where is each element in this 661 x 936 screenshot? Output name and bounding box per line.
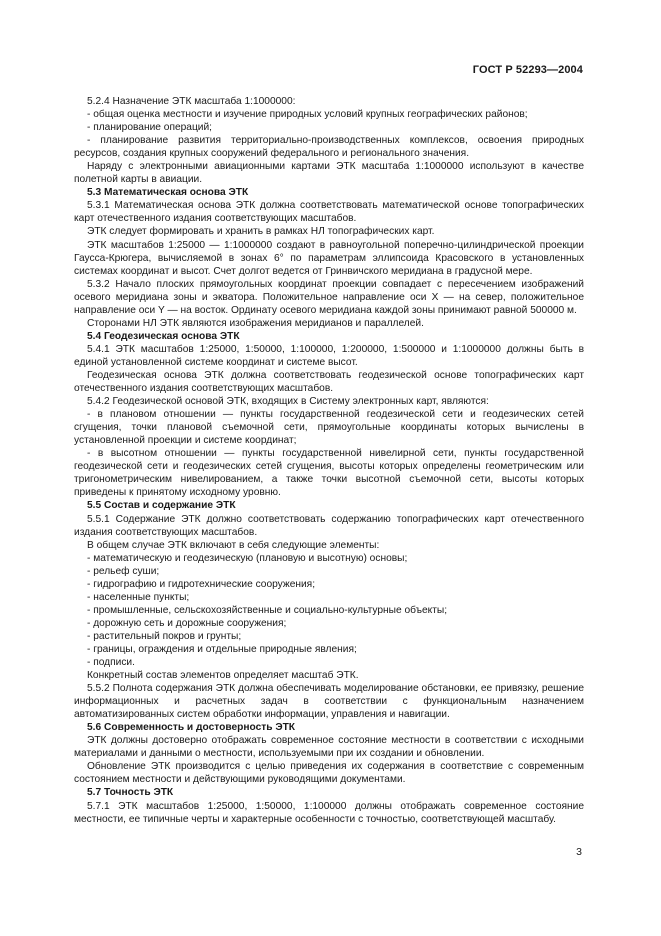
- paragraph: - в плановом отношении — пункты государственной геодезической сети и геодезических сетей сгущения, точки плановой съемочной сети, прямоугольные координаты которых вычислены в установленной проекции и системе координат;: [74, 409, 584, 447]
- list-item: - математическую и геодезическую (плановую и высотную) основы;: [87, 552, 408, 564]
- paragraph: - в высотном отношении — пункты государственной нивелирной сети, пункты государственной геодезической сети и геодезических сетей сгущения, высоты которых определены геометрическим или тригонометрическим нивелированием, а также точки высотной съемочной сети, высоты которых приведены к принятому исходному уровню.: [74, 448, 584, 499]
- list-item: - рельеф суши;: [87, 565, 160, 577]
- list-item: - населенные пункты;: [87, 591, 190, 603]
- paragraph: 5.4.2 Геодезической основой ЭТК, входящих в Систему электронных карт, являются:: [87, 396, 489, 408]
- list-item: - планирование операций;: [87, 122, 213, 134]
- list-item: - границы, ограждения и отдельные природные явления;: [87, 643, 357, 655]
- list-item: - дорожную сеть и дорожные сооружения;: [87, 617, 287, 629]
- paragraph: 5.5.2 Полнота содержания ЭТК должна обеспечивать моделирование обстановки, ее привязку, решение информационных и расчетных задач в соответствии с функциональным назначением автоматизированных систем обработки информации, управления и навигации.: [74, 683, 584, 721]
- paragraph: 5.4.1 ЭТК масштабов 1:25000, 1:50000, 1:100000, 1:200000, 1:500000 и 1:1000000 должны быть в единой установленной системе координат и системе высот.: [74, 343, 584, 368]
- paragraph: 5.5.1 Содержание ЭТК должно соответствовать содержанию топографических карт отечественного издания соответствующих масштабов.: [74, 513, 584, 538]
- list-item: - общая оценка местности и изучение природных условий крупных географических районов;: [87, 109, 528, 121]
- page-number: 3: [576, 846, 582, 858]
- paragraph: Сторонами НЛ ЭТК являются изображения меридианов и параллелей.: [87, 317, 424, 329]
- paragraph: 5.7.1 ЭТК масштабов 1:25000, 1:50000, 1:100000 должны отображать современное состояние местности, ее типичные черты и характерные особенности с точностью, соответствующей масштабу.: [74, 800, 584, 825]
- section-heading: 5.5 Состав и содержание ЭТК: [87, 500, 236, 512]
- paragraph: 5.3.1 Математическая основа ЭТК должна соответствовать математической основе топографических карт отечественного издания соответствующих масштабов.: [74, 200, 584, 225]
- paragraph: 5.2.4 Назначение ЭТК масштаба 1:1000000:: [87, 96, 296, 107]
- paragraph: ЭТК масштабов 1:25000 — 1:1000000 создают в равноугольной поперечно-цилиндрической проекции Гаусса-Крюгера, вычисляемой в зонах 6° по параметрам эллипсоида Красовского в установленных системах координат и высот. Счет долгот ведется от Гринвичского меридиана в градусной мере.: [74, 239, 584, 277]
- paragraph: ЭТК должны достоверно отображать современное состояние местности в соответствии с исходными материалами и данными о местности, используемыми при их создании и обновлении.: [74, 735, 584, 760]
- paragraph: Геодезическая основа ЭТК должна соответствовать геодезической основе топографических карт отечественного издания соответствующих масштабов.: [74, 369, 584, 395]
- paragraph: Обновление ЭТК производится с целью приведения их содержания в соответствие с современным состоянием местности и действующими руководящими документами.: [74, 761, 584, 786]
- list-item: - планирование развития территориально-производственных комплексов, освоения природных ресурсов, создания крупных сооружений федерального и регионального значения.: [74, 135, 584, 160]
- section-heading: 5.4 Геодезическая основа ЭТК: [87, 330, 240, 342]
- list-item: - растительный покров и грунты;: [87, 630, 242, 642]
- paragraph: В общем случае ЭТК включают в себя следующие элементы:: [87, 539, 380, 551]
- section-heading: 5.7 Точность ЭТК: [87, 787, 174, 799]
- list-item: - промышленные, сельскохозяйственные и социально-культурные объекты;: [87, 604, 448, 616]
- paragraph: ЭТК следует формировать и хранить в рамках НЛ топографических карт.: [87, 226, 435, 238]
- list-item: - подписи.: [87, 657, 135, 669]
- paragraph: 5.3.2 Начало плоских прямоугольных координат проекции совпадает с пересечением изображений осевого меридиана зоны и экватора. Положительное направление оси X — на север, положительное направление оси Y — на восток. Ординату осевого меридиана каждой зоны принимают равной 500000 м.: [74, 278, 584, 316]
- paragraph: Конкретный состав элементов определяет масштаб ЭТК.: [87, 670, 359, 682]
- section-heading: 5.6 Современность и достоверность ЭТК: [87, 722, 296, 734]
- document-body: [74, 95, 584, 826]
- list-item: - гидрографию и гидротехнические сооружения;: [87, 578, 316, 590]
- document-header: ГОСТ Р 52293—2004: [472, 64, 583, 76]
- section-heading: 5.3 Математическая основа ЭТК: [87, 187, 249, 199]
- paragraph: Наряду с электронными авиационными картами ЭТК масштаба 1:1000000 используют в качестве полетной карты в авиации.: [74, 161, 584, 186]
